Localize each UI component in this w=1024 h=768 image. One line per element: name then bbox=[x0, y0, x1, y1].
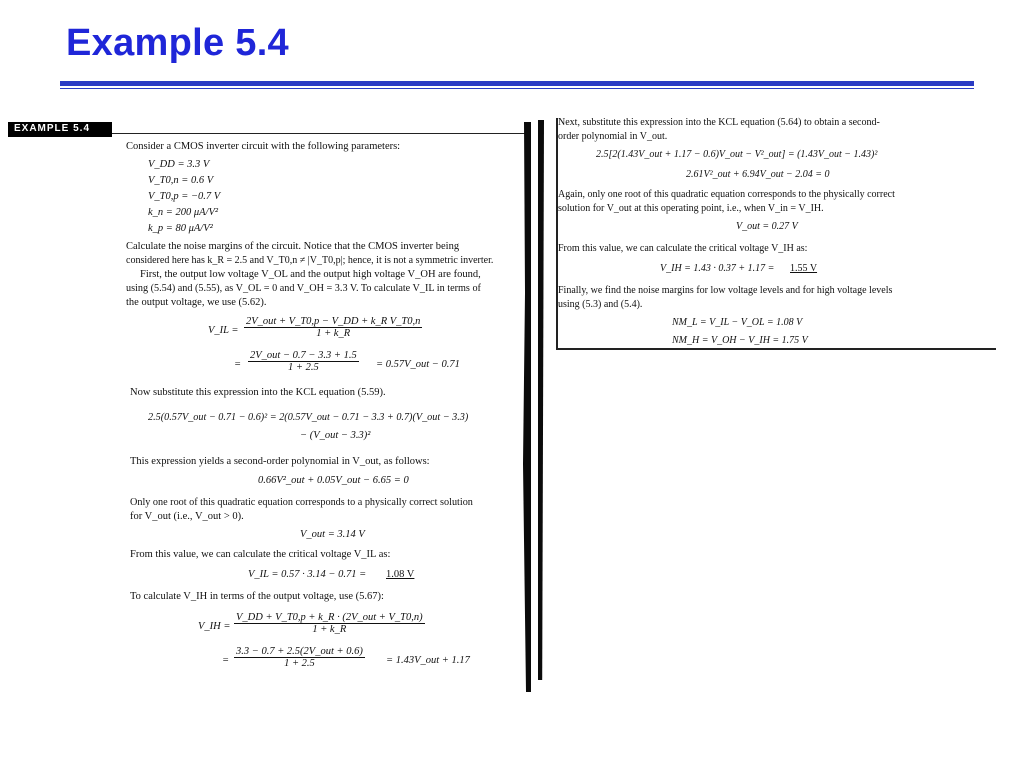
vih-numerator-2: 3.3 − 0.7 + 2.5(2V_out + 0.6) bbox=[236, 646, 363, 657]
paragraph-line-2: considered here has k_R = 2.5 and V_T0,n ≠ |V_T0,p|; hence, it is not a symmetric inverter. bbox=[126, 255, 494, 266]
vil-result: = 0.57V_out − 0.71 bbox=[376, 359, 460, 370]
vil-numerator-1: 2V_out + V_T0,p − V_DD + k_R V_T0,n bbox=[246, 316, 421, 327]
vih-fraction-2 bbox=[234, 646, 365, 669]
yield-text: This expression yields a second-order polynomial in V_out, as follows: bbox=[130, 456, 430, 467]
vil-lhs: V_IL = bbox=[208, 325, 239, 336]
paragraph-line-5: the output voltage, we use (5.62). bbox=[126, 297, 267, 308]
right-vout: V_out = 0.27 V bbox=[736, 221, 798, 232]
param-kn: k_n = 200 μA/V² bbox=[148, 207, 219, 218]
right-text-6: Finally, we find the noise margins for low voltage levels and for high voltage levels bbox=[558, 285, 893, 296]
noise-margin-low: NM_L = V_IL − V_OL = 1.08 V bbox=[672, 317, 803, 328]
vil-fraction-1 bbox=[244, 316, 422, 339]
vil-denominator-2: 1 + 2.5 bbox=[288, 362, 319, 373]
vih-denominator-2: 1 + 2.5 bbox=[284, 658, 315, 669]
vih-lhs: V_IH = bbox=[198, 621, 231, 632]
vout-result: V_out = 3.14 V bbox=[300, 529, 365, 540]
param-kp: k_p = 80 μA/V² bbox=[148, 223, 213, 234]
noise-margin-high: NM_H = V_OH − V_IH = 1.75 V bbox=[672, 335, 808, 346]
vih-fraction-1 bbox=[234, 612, 425, 635]
slide-title: Example 5.4 bbox=[66, 22, 289, 64]
paragraph-line-4: using (5.54) and (5.55), as V_OL = 0 and V_OH = 3.3 V. To calculate V_IL in terms of bbox=[126, 283, 481, 294]
vil-denominator-1: 1 + k_R bbox=[316, 328, 351, 339]
equals-sign-2: = bbox=[222, 655, 230, 666]
vih-result: = 1.43V_out + 1.17 bbox=[386, 655, 470, 666]
title-rule-thin bbox=[60, 88, 974, 89]
param-vdd: V_DD = 3.3 V bbox=[148, 159, 210, 170]
right-text-4: solution for V_out at this operating point, i.e., when V_in = V_IH. bbox=[558, 203, 824, 214]
vil-numerator-2: 2V_out − 0.7 − 3.3 + 1.5 bbox=[250, 350, 357, 361]
vil-calc: V_IL = 0.57 · 3.14 − 0.71 = bbox=[248, 569, 367, 580]
kcl-equation-line-1: 2.5(0.57V_out − 0.71 − 0.6)² = 2(0.57V_out − 0.71 − 3.3 + 0.7)(V_out − 3.3) bbox=[148, 412, 469, 423]
vih-text: To calculate V_IH in terms of the output voltage, use (5.67): bbox=[130, 591, 384, 602]
column-divider bbox=[538, 120, 544, 680]
page-edge bbox=[556, 118, 558, 348]
equals-sign: = bbox=[234, 359, 242, 370]
intro-text: Consider a CMOS inverter circuit with the following parameters: bbox=[126, 141, 401, 152]
vih-value: 1.55 V bbox=[790, 263, 818, 274]
paragraph-line-3: First, the output low voltage V_OL and the output high voltage V_OH are found, bbox=[140, 269, 481, 280]
right-text-2: order polynomial in V_out. bbox=[558, 131, 668, 142]
critical-text: From this value, we can calculate the critical voltage V_IL as: bbox=[130, 549, 391, 560]
polynomial: 0.66V²_out + 0.05V_out − 6.65 = 0 bbox=[258, 475, 409, 486]
title-rule bbox=[60, 81, 974, 86]
page-edge-shadow bbox=[521, 122, 531, 692]
kcl-equation-line-2: − (V_out − 3.3)² bbox=[300, 430, 371, 441]
right-text-7: using (5.3) and (5.4). bbox=[558, 299, 643, 310]
root-text-1: Only one root of this quadratic equation corresponds to a physically correct solution bbox=[130, 497, 473, 508]
example-label: EXAMPLE 5.4 bbox=[8, 122, 112, 137]
page-bottom-rule bbox=[556, 348, 996, 350]
scanned-page-left bbox=[8, 118, 528, 690]
substitute-text: Now substitute this expression into the KCL equation (5.59). bbox=[130, 387, 386, 398]
param-vt0p: V_T0,p = −0.7 V bbox=[148, 191, 221, 202]
right-text-3: Again, only one root of this quadratic equation corresponds to the physically correct bbox=[558, 189, 895, 200]
right-equation-1: 2.5[2(1.43V_out + 1.17 − 0.6)V_out − V²_out] = (1.43V_out − 1.43)² bbox=[596, 149, 878, 160]
right-text-5: From this value, we can calculate the critical voltage V_IH as: bbox=[558, 243, 808, 254]
page-rule bbox=[112, 133, 528, 134]
vih-calc: V_IH = 1.43 · 0.37 + 1.17 = bbox=[660, 263, 775, 274]
scanned-page-right bbox=[556, 108, 996, 356]
right-equation-2: 2.61V²_out + 6.94V_out − 2.04 = 0 bbox=[686, 169, 830, 180]
root-text-2: for V_out (i.e., V_out > 0). bbox=[130, 511, 244, 522]
vil-fraction-2 bbox=[248, 350, 359, 373]
right-text-1: Next, substitute this expression into the KCL equation (5.64) to obtain a second- bbox=[558, 117, 880, 128]
vih-denominator-1: 1 + k_R bbox=[312, 624, 347, 635]
param-vt0n: V_T0,n = 0.6 V bbox=[148, 175, 214, 186]
vil-value: 1.08 V bbox=[386, 569, 415, 580]
paragraph-line-1: Calculate the noise margins of the circuit. Notice that the CMOS inverter being bbox=[126, 241, 460, 252]
vih-numerator-1: V_DD + V_T0,p + k_R · (2V_out + V_T0,n) bbox=[236, 612, 423, 623]
